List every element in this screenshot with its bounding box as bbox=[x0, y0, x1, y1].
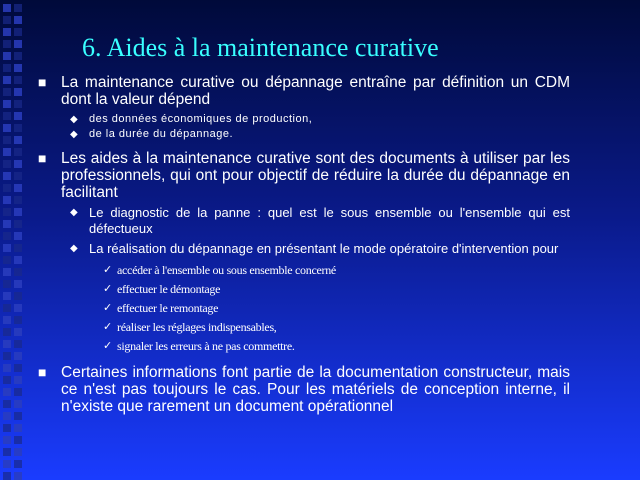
strip-square bbox=[3, 64, 11, 72]
strip-square bbox=[3, 124, 11, 132]
strip-square bbox=[14, 40, 22, 48]
strip-square bbox=[14, 448, 22, 456]
strip-square bbox=[3, 460, 11, 468]
strip-square bbox=[14, 208, 22, 216]
sub-bullet bbox=[36, 241, 570, 257]
strip-square bbox=[14, 268, 22, 276]
strip-square bbox=[14, 184, 22, 192]
diamond-bullet-icon: ◆ bbox=[70, 114, 79, 125]
strip-square bbox=[3, 280, 11, 288]
strip-square bbox=[14, 160, 22, 168]
strip-square bbox=[14, 88, 22, 96]
strip-square bbox=[14, 28, 22, 36]
checkmark-icon: ✓ bbox=[103, 340, 112, 352]
strip-square bbox=[3, 472, 11, 480]
check-item-text: signaler les erreurs à ne pas commettre. bbox=[117, 339, 295, 353]
strip-square bbox=[3, 268, 11, 276]
sub-bullet-text: de la durée du dépannage. bbox=[89, 128, 234, 140]
strip-square bbox=[14, 64, 22, 72]
strip-square bbox=[14, 112, 22, 120]
strip-square bbox=[14, 76, 22, 84]
checkmark-icon: ✓ bbox=[103, 283, 112, 295]
strip-square bbox=[3, 232, 11, 240]
bullet-text: La maintenance curative ou dépannage entraîne par définition un CDM dont la valeur dépend bbox=[61, 74, 570, 108]
check-item bbox=[36, 337, 570, 356]
check-item bbox=[36, 299, 570, 318]
strip-square bbox=[14, 16, 22, 24]
sub-bullet-text: Le diagnostic de la panne : quel est le sous ensemble ou l'ensemble qui est défectueux bbox=[89, 205, 570, 236]
sub-bullet-text: La réalisation du dépannage en présentant le mode opératoire d'intervention pour bbox=[89, 241, 559, 256]
strip-square bbox=[3, 112, 11, 120]
strip-square bbox=[14, 280, 22, 288]
checkmark-icon: ✓ bbox=[103, 302, 112, 314]
strip-square bbox=[14, 196, 22, 204]
checkmark-icon: ✓ bbox=[103, 264, 112, 276]
square-bullet-icon: ■ bbox=[38, 150, 47, 166]
strip-square bbox=[14, 100, 22, 108]
strip-square bbox=[14, 220, 22, 228]
strip-square bbox=[14, 256, 22, 264]
strip-square bbox=[3, 148, 11, 156]
bullet-2 bbox=[36, 150, 570, 201]
strip-square bbox=[3, 28, 11, 36]
diamond-bullet-icon: ◆ bbox=[70, 129, 79, 140]
strip-square bbox=[14, 244, 22, 252]
strip-square bbox=[14, 460, 22, 468]
strip-square bbox=[3, 316, 11, 324]
check-item-text: effectuer le démontage bbox=[117, 282, 221, 296]
strip-square bbox=[3, 436, 11, 444]
strip-square bbox=[14, 232, 22, 240]
strip-square bbox=[3, 184, 11, 192]
strip-square bbox=[3, 196, 11, 204]
strip-square bbox=[3, 88, 11, 96]
strip-square bbox=[14, 172, 22, 180]
strip-square bbox=[14, 424, 22, 432]
strip-square bbox=[14, 316, 22, 324]
strip-square bbox=[3, 328, 11, 336]
check-item-text: accéder à l'ensemble ou sous ensemble concerné bbox=[117, 263, 336, 277]
slide-body bbox=[36, 72, 570, 415]
strip-square bbox=[14, 52, 22, 60]
strip-square bbox=[3, 352, 11, 360]
check-item bbox=[36, 280, 570, 299]
sub-bullet bbox=[36, 112, 570, 127]
strip-square bbox=[14, 340, 22, 348]
bullet-text: Certaines informations font partie de la documentation constructeur, mais ce n'est pas toujours le cas. Pour les matériels de conception interne, il n'existe que rarement un document opérationnel bbox=[61, 364, 570, 415]
strip-square bbox=[3, 172, 11, 180]
strip-square bbox=[14, 292, 22, 300]
checkmark-icon: ✓ bbox=[103, 321, 112, 333]
slide-title: 6. Aides à la maintenance curative bbox=[82, 33, 439, 62]
check-item bbox=[36, 318, 570, 337]
strip-square bbox=[3, 412, 11, 420]
strip-square bbox=[3, 376, 11, 384]
strip-square bbox=[14, 376, 22, 384]
square-bullet-icon: ■ bbox=[38, 364, 47, 380]
decorative-strip bbox=[0, 0, 22, 480]
strip-square bbox=[3, 424, 11, 432]
strip-square bbox=[3, 40, 11, 48]
strip-square bbox=[3, 292, 11, 300]
strip-square bbox=[14, 472, 22, 480]
strip-square bbox=[3, 136, 11, 144]
strip-square bbox=[3, 304, 11, 312]
strip-square bbox=[3, 208, 11, 216]
strip-square bbox=[14, 136, 22, 144]
strip-square bbox=[3, 160, 11, 168]
strip-square bbox=[3, 256, 11, 264]
strip-square bbox=[3, 448, 11, 456]
check-item-text: effectuer le remontage bbox=[117, 301, 219, 315]
strip-square bbox=[3, 16, 11, 24]
strip-square bbox=[14, 124, 22, 132]
strip-square bbox=[3, 244, 11, 252]
strip-square bbox=[3, 400, 11, 408]
strip-square bbox=[3, 100, 11, 108]
strip-square bbox=[3, 220, 11, 228]
strip-square bbox=[3, 340, 11, 348]
strip-square bbox=[14, 364, 22, 372]
bullet-1 bbox=[36, 74, 570, 108]
sub-bullet bbox=[36, 127, 570, 142]
diamond-bullet-icon: ◆ bbox=[70, 207, 78, 218]
strip-square bbox=[3, 388, 11, 396]
strip-square bbox=[3, 4, 11, 12]
strip-square bbox=[14, 328, 22, 336]
strip-square bbox=[14, 148, 22, 156]
strip-square bbox=[3, 364, 11, 372]
strip-square bbox=[14, 352, 22, 360]
square-bullet-icon: ■ bbox=[38, 74, 47, 90]
strip-square bbox=[14, 400, 22, 408]
diamond-bullet-icon: ◆ bbox=[70, 243, 78, 254]
strip-square bbox=[14, 4, 22, 12]
check-item-text: réaliser les réglages indispensables, bbox=[117, 320, 277, 334]
sub-bullet-text: des données économiques de production, bbox=[89, 113, 313, 125]
check-item bbox=[36, 261, 570, 280]
strip-square bbox=[3, 76, 11, 84]
strip-square bbox=[14, 304, 22, 312]
strip-square bbox=[14, 412, 22, 420]
strip-square bbox=[3, 52, 11, 60]
sub-bullet bbox=[36, 205, 570, 237]
bullet-text: Les aides à la maintenance curative sont des documents à utiliser par les professionnels, qui ont pour objectif de réduire la durée du dépannage en facilitant bbox=[61, 150, 570, 201]
bullet-3 bbox=[36, 364, 570, 415]
strip-square bbox=[14, 388, 22, 396]
strip-square bbox=[14, 436, 22, 444]
